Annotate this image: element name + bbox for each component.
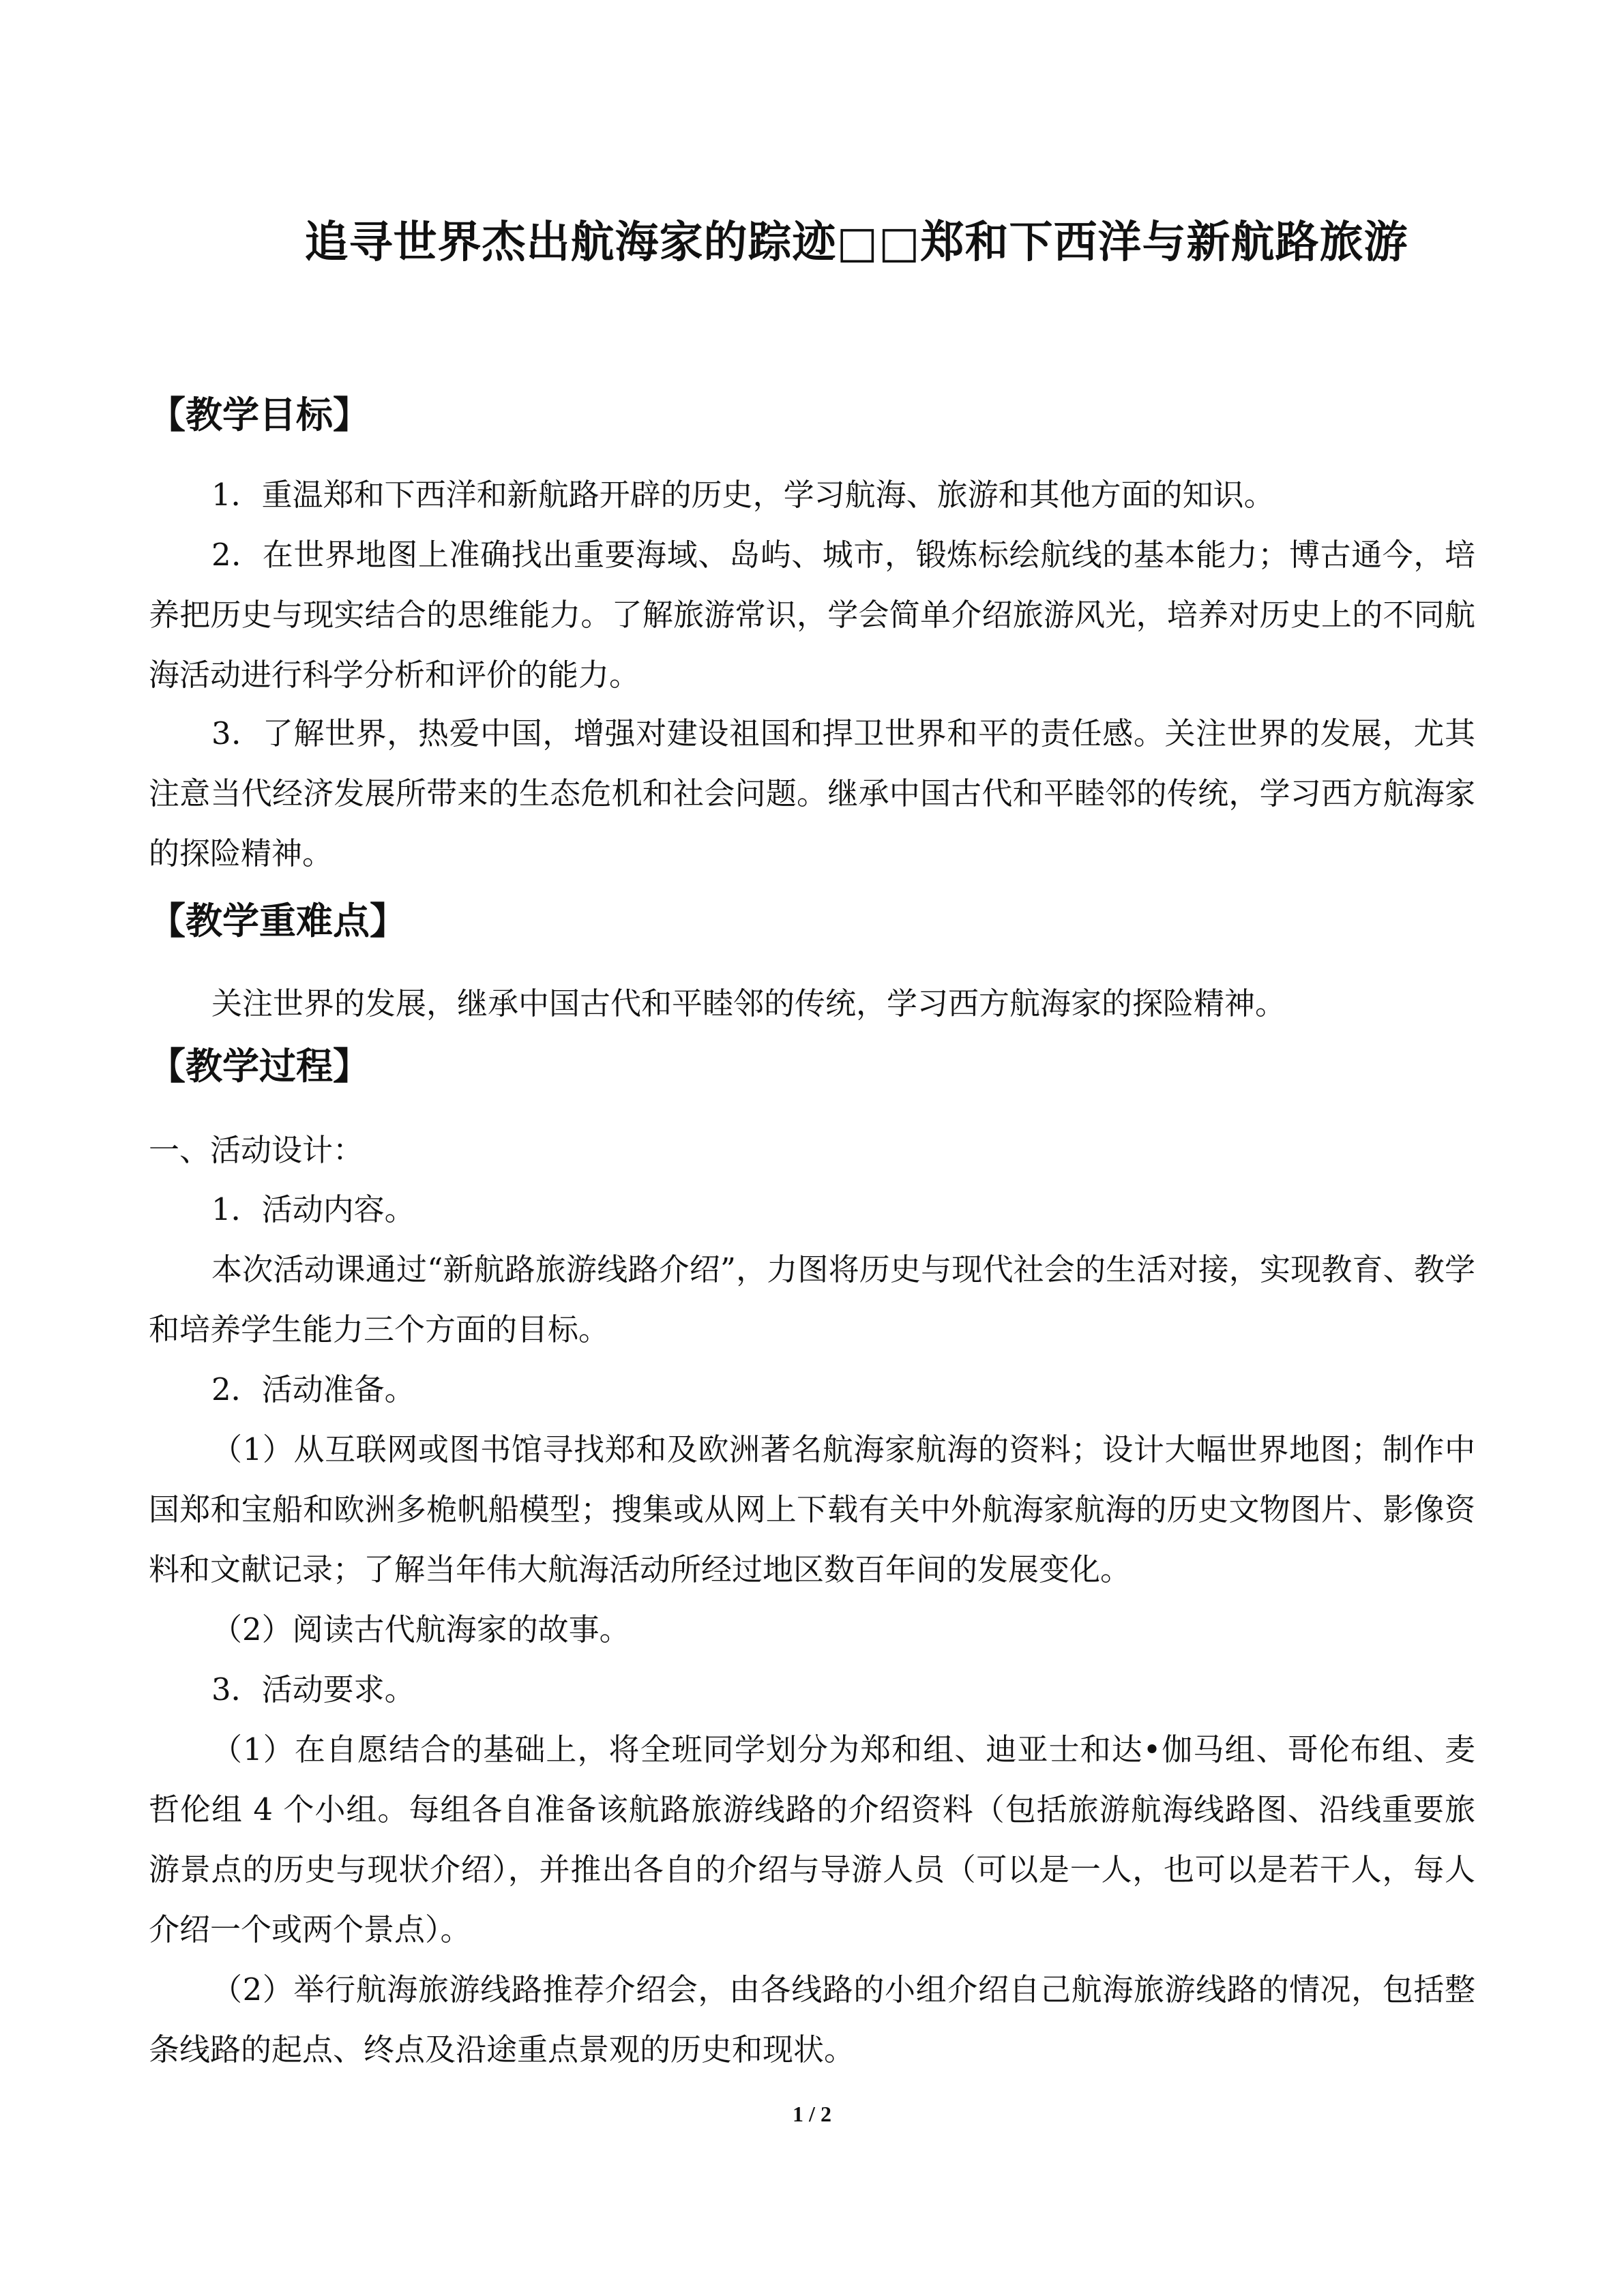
heading-teaching-goals: 【教学目标】 <box>149 393 370 436</box>
document-title: 追寻世界杰出航海家的踪迹□□郑和下西洋与新航路旅游 <box>304 217 1408 268</box>
goal-item-1: 1．重温郑和下西洋和新航路开辟的历史，学习航海、旅游和其他方面的知识。 <box>211 477 1275 513</box>
activity-prep-item-1: （1）从互联网或图书馆寻找郑和及欧洲著名航海家航海的资料；设计大幅世界地图；制作中国郑和宝船和欧洲多桅帆船模型；搜集或从网上下载有关中外航海家航海的历史文物图片、影像资料和文献记录；了解当年伟大航海活动所经过地区数百年间的发展变化。 <box>149 1431 1475 1587</box>
process-subheading: 一、活动设计： <box>149 1132 364 1168</box>
goal-item-3: 3．了解世界，热爱中国，增强对建设祖国和捍卫世界和平的责任感。关注世界的发展，尤其注意当代经济发展所带来的生态危机和社会问题。继承中国古代和平睦邻的传统，学习西方航海家的探险精神。 <box>149 715 1475 871</box>
activity-prep-item-2: （2）阅读古代航海家的故事。 <box>211 1611 630 1648</box>
activity-req-item-1: （1）在自愿结合的基础上，将全班同学划分为郑和组、迪亚士和达•伽马组、哥伦布组、麦哲伦组 4 个小组。每组各自准备该航路旅游线路的介绍资料（包括旅游航海线路图、沿线重要旅游景点的历史与现状介绍），并推出各自的介绍与导游人员（可以是一人，也可以是若干人，每人介绍一个或两个景点）。 <box>149 1731 1475 1948</box>
page-number: 1 / 2 <box>793 2102 831 2126</box>
activity-req-item-2: （2）举行航海旅游线路推荐介绍会，由各线路的小组介绍自己航海旅游线路的情况，包括整条线路的起点、终点及沿途重点景观的历史和现状。 <box>149 1971 1475 2068</box>
activity-req-title: 3．活动要求。 <box>211 1671 415 1708</box>
activity-content-text: 本次活动课通过“新航路旅游线路介绍”，力图将历史与现代社会的生活对接，实现教育、教学和培养学生能力三个方面的目标。 <box>149 1251 1475 1347</box>
goal-item-2: 2．在世界地图上准确找出重要海域、岛屿、城市，锻炼标绘航线的基本能力；博古通今，培养把历史与现实结合的思维能力。了解旅游常识，学会简单介绍旅游风光，培养对历史上的不同航海活动进行科学分析和评价的能力。 <box>149 537 1475 693</box>
heading-teaching-process: 【教学过程】 <box>149 1044 370 1088</box>
key-points-text: 关注世界的发展，继承中国古代和平睦邻的传统，学习西方航海家的探险精神。 <box>211 985 1286 1022</box>
activity-content-title: 1．活动内容。 <box>211 1191 415 1227</box>
activity-prep-title: 2．活动准备。 <box>211 1371 415 1407</box>
heading-key-points: 【教学重难点】 <box>149 899 407 942</box>
